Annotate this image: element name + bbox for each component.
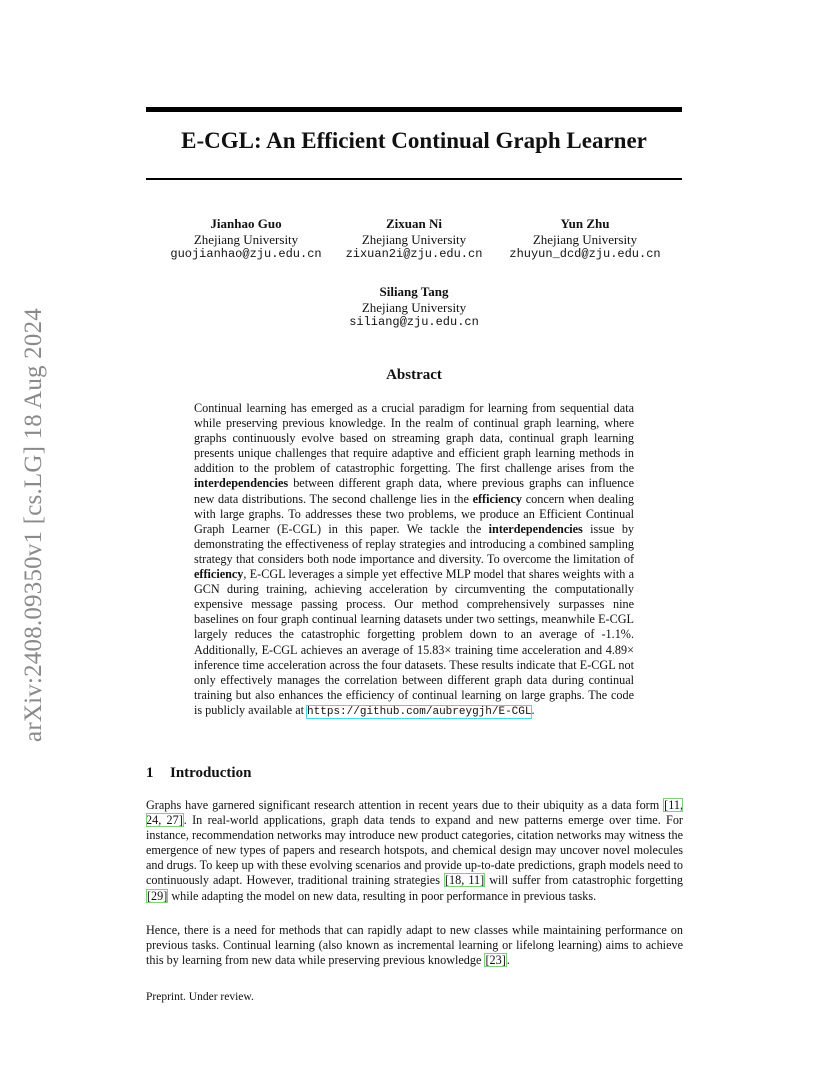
paragraph-text: . In real-world applications, graph data tends to expand and new patterns emerge over time. For instance, recommendation networks may introduce new product categories, citation networks may witness the emergence of new types of papers and research hotspots, and chemical design may uncover novel molecules and drugs. To keep up with these evolving scenarios and provide up-to-date predictions, graph models need to continuously adapt. However, traditional training strategies	[146, 813, 683, 888]
paper-title: E-CGL: An Efficient Continual Graph Learner	[181, 128, 647, 153]
citation-link[interactable]: [29]	[147, 888, 168, 903]
abstract-body	[194, 401, 634, 720]
abstract-emphasis: efficiency	[194, 567, 244, 582]
abstract-text: Continual learning has emerged as a crucial paradigm for learning from sequential data while preserving previous knowledge. In the realm of continual graph learning, where graphs continuously evolve based on streaming graph data, continual graph learning presents unique challenges that require adaptive and efficient graph learning methods in addition to the problem of catastrophic forgetting. The first challenge arises from the	[194, 401, 634, 476]
paragraph-text: will suffer from catastrophic forgetting	[485, 873, 684, 888]
author-affiliation: Zhejiang University	[361, 231, 467, 247]
abstract-text: concern when dealing with large graphs. To addresses these two problems, we produce an Efficient Continual Graph Learner (E-CGL) in this paper. We tackle the	[194, 491, 634, 536]
abstract-text: between different graph data, where previous graphs can influence new data distributions. The second challenge lies in the	[194, 476, 634, 506]
citation-link[interactable]: [18, 11]	[445, 873, 485, 888]
section-title: Introduction	[170, 765, 252, 781]
paragraph-text: Graphs have garnered significant research attention in recent years due to their ubiquity as a data form	[146, 798, 664, 812]
abstract-text: issue by demonstrating the effectiveness of replay strategies and introducing a combined sampling strategy that considers both node importance and diversity. To overcome the limitation of	[194, 521, 635, 566]
author-email[interactable]: siliang@zju.edu.cn	[349, 315, 479, 329]
arxiv-identifier-text: arXiv:2408.09350v1 [cs.LG] 18 Aug 2024	[20, 308, 48, 742]
author-block	[500, 216, 670, 263]
paragraph-text: while adapting the model on new data, resulting in poor performance in previous tasks.	[168, 888, 597, 903]
author-email[interactable]: guojianhao@zju.edu.cn	[170, 247, 322, 261]
author-email[interactable]: zhuyun_dcd@zju.edu.cn	[509, 247, 661, 261]
author-name: Jianhao Guo	[210, 216, 282, 231]
abstract-emphasis: efficiency	[472, 491, 522, 506]
citation-link[interactable]: [23]	[485, 953, 506, 968]
section-heading-introduction	[146, 765, 251, 782]
author-name: Zixuan Ni	[386, 216, 442, 231]
title-top-rule	[146, 107, 682, 112]
author-affiliation: Zhejiang University	[361, 299, 467, 315]
title-bottom-rule	[146, 178, 682, 180]
citation-link[interactable]: [11, 24, 27]	[146, 798, 683, 828]
author-block	[334, 284, 494, 331]
author-name: Siliang Tang	[379, 284, 449, 299]
intro-paragraph	[146, 798, 683, 904]
footer-note: Preprint. Under review.	[146, 991, 254, 1003]
author-block	[166, 216, 326, 263]
code-repository-link[interactable]: https://github.com/aubreygjh/E-CGL	[307, 705, 532, 718]
arxiv-identifier-stamp	[14, 290, 54, 760]
author-block	[334, 216, 494, 263]
abstract-emphasis: interdependencies	[194, 476, 289, 491]
paragraph-text: .	[506, 953, 510, 968]
author-affiliation: Zhejiang University	[193, 231, 299, 247]
author-name: Yun Zhu	[560, 216, 610, 231]
author-email[interactable]: zixuan2i@zju.edu.cn	[345, 247, 483, 261]
abstract-text: , E-CGL leverages a simple yet effective MLP model that shares weights with a GCN during training, achieving acceleration by circumventing the computationally expensive message passing process. Our method comprehensively surpasses nine baselines on four graph continual learning datasets under two settings, meanwhile E-CGL largely reduces the catastrophic forgetting problem down to an average of -1.1%. Additionally, E-CGL achieves an average of 15.83× training time acceleration and 4.89× inference time acceleration across the four datasets. These results indicate that E-CGL not only effectively manages the correlation between different graph data during continual training but also enhances the efficiency of continual learning on large graphs. The code is publicly available at	[194, 567, 634, 717]
abstract-emphasis: interdependencies	[488, 521, 583, 536]
author-affiliation: Zhejiang University	[532, 231, 638, 247]
intro-paragraph	[146, 923, 683, 968]
abstract-text: .	[531, 702, 535, 717]
paragraph-text: Hence, there is a need for methods that can rapidly adapt to new classes while maintaining performance on previous tasks. Continual learning (also known as incremental learning or lifelong learning) aims to achieve this by learning from new data while preserving previous knowledge	[146, 923, 683, 968]
section-number: 1	[146, 765, 154, 781]
abstract-heading: Abstract	[386, 367, 442, 383]
